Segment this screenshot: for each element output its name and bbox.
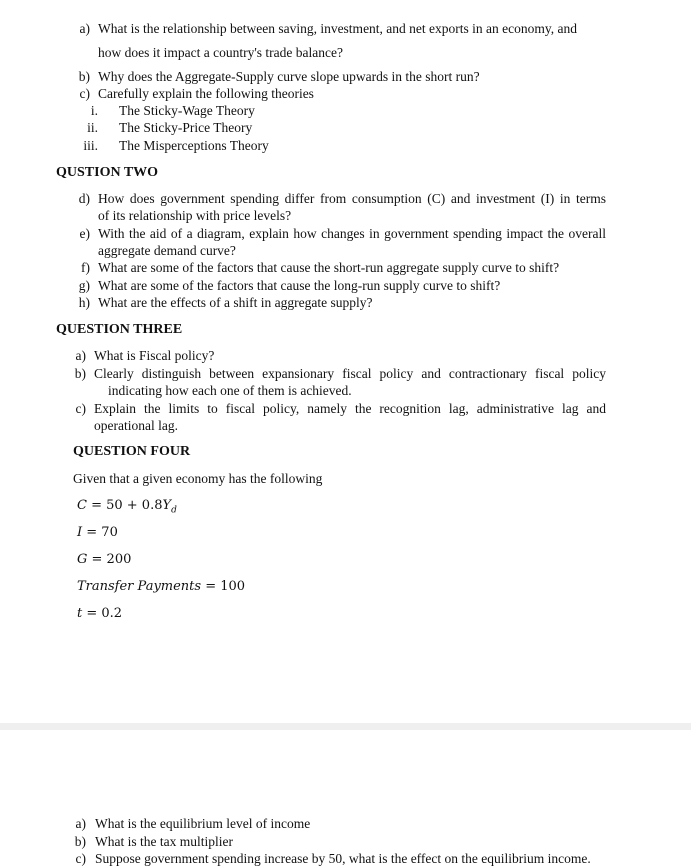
q3-item-b-line1: Clearly distinguish between expansionary fiscal policy and contractionary fiscal policy [94,366,606,381]
q1-item-c-marker: c) [79,86,90,101]
theory-marker: i. [90,103,98,118]
q2-item-h-marker: h) [78,295,90,310]
q1-item-c-text: Carefully explain the following theories [98,86,314,101]
theory-misperceptions: The Misperceptions Theory [119,138,269,153]
q1-item-b-marker: b) [78,69,90,84]
eq-t-lhs: t [77,606,83,621]
eq-t-rhs: = 0.2 [82,606,123,621]
q2-item-e-line2: aggregate demand curve? [98,243,236,258]
q2-item-d-marker: d) [78,191,90,206]
eq-c-rhs: = 50 + 0.8 [86,498,163,513]
q2-item-f-text: What are some of the factors that cause the short-run aggregate supply curve to shift? [98,260,560,275]
q2-item-g-text: What are some of the factors that cause the long-run supply curve to shift? [98,278,501,293]
q3-item-b-marker: b) [74,366,86,381]
eq-i-lhs: I [77,525,83,540]
question-two-heading: QUSTION TWO [56,165,159,180]
q2-item-h-text: What are the effects of a shift in aggregate supply? [98,295,373,310]
page-break [0,723,691,730]
eq-c-var: Y [162,498,172,513]
q1-item-a-line1: What is the relationship between saving, investment, and net exports in an economy, and [98,21,577,36]
theory-marker: ii. [87,120,98,135]
theory-sticky-price: The Sticky-Price Theory [119,120,253,135]
theory-sticky-wage: The Sticky-Wage Theory [119,103,255,118]
q1-item-b-text: Why does the Aggregate-Supply curve slope upwards in the short run? [98,69,480,84]
q4-item-a-marker: a) [75,816,86,831]
q3-item-c-marker: c) [75,401,86,416]
eq-g-rhs: = 200 [87,552,132,567]
q2-item-d-line2: of its relationship with price levels? [98,208,292,223]
q2-item-e-line1: With the aid of a diagram, explain how changes in government spending impact the overall [98,226,606,241]
q3-item-b-line2: indicating how each one of them is achieved. [108,383,352,398]
equation-investment [77,524,118,541]
q4-item-c-marker: c) [75,851,86,866]
q3-item-a-text: What is Fiscal policy? [94,348,215,363]
eq-tp-rhs: = 100 [201,579,246,594]
q4-item-c-text: Suppose government spending increase by 50, what is the effect on the equilibrium income. [95,851,591,866]
q2-item-g-marker: g) [78,278,90,293]
equation-tax-rate [77,605,122,622]
q4-item-b-text: What is the tax multiplier [95,834,233,849]
q3-item-c-line1: Explain the limits to fiscal policy, namely the recognition lag, administrative lag and [94,401,606,416]
equation-consumption [77,497,177,520]
q2-item-d-line1: How does government spending differ from consumption (C) and investment (I) in terms [98,191,606,206]
equation-transfer-payments [77,578,245,595]
q4-intro: Given that a given economy has the following [73,471,323,486]
equation-government [77,551,131,568]
q2-item-f-marker: f) [81,260,90,275]
eq-g-lhs: G [77,552,88,567]
q1-item-a-line2: how does it impact a country's trade balance? [98,45,343,60]
q1-item-a-marker: a) [79,21,90,36]
q4-item-a-text: What is the equilibrium level of income [95,816,311,831]
q3-item-a-marker: a) [75,348,86,363]
eq-tp-lhs: Transfer Payments [77,579,202,594]
q3-item-c-line2: operational lag. [94,418,178,433]
question-four-heading: QUESTION FOUR [73,444,191,459]
eq-c-sub: d [171,505,177,516]
q2-item-e-marker: e) [79,226,90,241]
question-three-heading: QUESTION THREE [56,322,183,337]
eq-c-lhs: C [77,498,87,513]
theory-marker: iii. [83,138,98,153]
eq-i-rhs: = 70 [82,525,118,540]
q4-item-b-marker: b) [74,834,86,849]
